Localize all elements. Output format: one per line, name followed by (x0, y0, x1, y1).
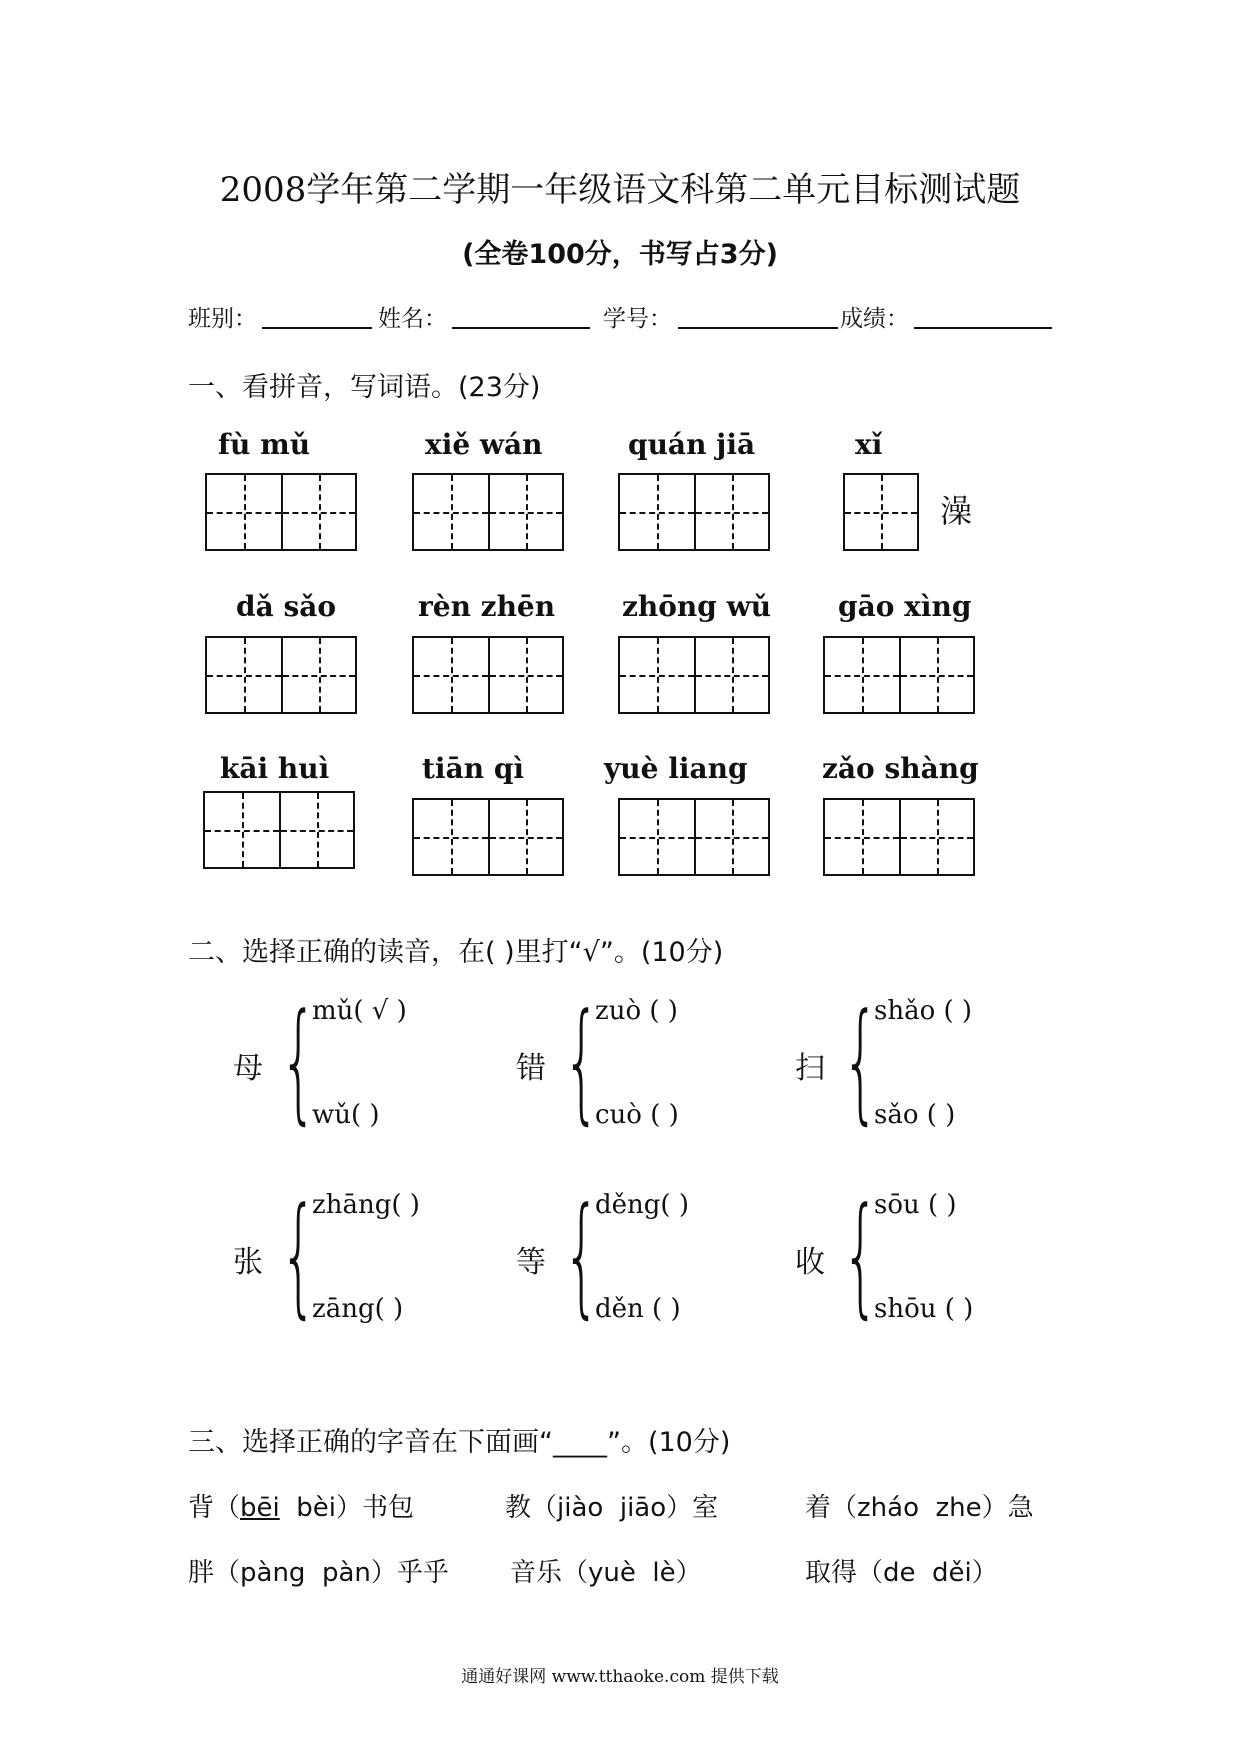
writing-grid[interactable] (618, 473, 770, 551)
writing-grid[interactable] (823, 636, 975, 714)
pinyin-choice[interactable]: bēi (240, 1493, 280, 1523)
pinyin-label: xiě wán (425, 428, 543, 461)
score-label: 成绩： (840, 306, 909, 332)
brace-icon: { (563, 1179, 601, 1331)
choice-item: 胖（pàng pàn）乎乎 (188, 1558, 449, 1588)
pinyin-label: yuè liang (604, 752, 748, 785)
pinyin-choice[interactable]: lè (652, 1558, 676, 1588)
section2-heading: 二、选择正确的读音，在( )里打“√”。(10分) (188, 937, 724, 968)
choice-item: 着（zháo zhe）急 (805, 1493, 1034, 1523)
brace-icon: { (563, 985, 601, 1137)
choice-item: 音乐（yuè lè） (510, 1558, 702, 1588)
brace-icon: { (842, 985, 880, 1137)
pinyin-option[interactable]: wǔ( ) (312, 1100, 380, 1130)
pinyin-choice[interactable]: bèi (296, 1493, 337, 1523)
pinyin-label: fù mǔ (218, 428, 311, 461)
pinyin-option[interactable]: sǎo ( ) (874, 1100, 956, 1130)
pinyin-option[interactable]: shǎo ( ) (874, 996, 973, 1026)
writing-grid[interactable] (618, 798, 770, 876)
brace-icon: { (280, 1179, 318, 1331)
writing-grid[interactable] (618, 636, 770, 714)
pinyin-option[interactable]: sōu ( ) (874, 1190, 957, 1220)
score-blank[interactable] (914, 327, 1052, 329)
name-blank[interactable] (452, 327, 590, 329)
pinyin-label: gāo xìng (838, 590, 972, 623)
name-label: 姓名： (378, 306, 447, 332)
section1-heading: 一、看拼音，写词语。(23分) (188, 372, 541, 403)
pinyin-label: zhōng wǔ (622, 590, 772, 623)
pinyin-label: kāi huì (220, 752, 330, 785)
brace-icon: { (280, 985, 318, 1137)
pinyin-option[interactable]: zuò ( ) (595, 996, 678, 1026)
pinyin-choice[interactable]: jiāo (619, 1493, 667, 1523)
pinyin-choice[interactable]: pàng (240, 1558, 306, 1588)
page-subtitle: (全卷100分，书写占3分) (462, 239, 778, 270)
pinyin-label: zǎo shàng (822, 752, 979, 785)
writing-grid[interactable] (205, 473, 357, 551)
pinyin-option[interactable]: děng( ) (595, 1190, 689, 1220)
choice-item: 教（jiào jiāo）室 (505, 1493, 719, 1523)
pinyin-choice[interactable]: yuè (588, 1558, 636, 1588)
given-character: 澡 (940, 492, 973, 530)
writing-grid[interactable] (205, 636, 357, 714)
pinyin-option[interactable]: shōu ( ) (874, 1294, 974, 1324)
pinyin-option[interactable]: cuò ( ) (595, 1100, 679, 1130)
writing-grid[interactable] (412, 636, 564, 714)
pinyin-label: tiān qì (422, 752, 525, 785)
pinyin-label: dǎ sǎo (236, 590, 337, 623)
brace-icon: { (842, 1179, 880, 1331)
choice-item: 取得（de děi） (805, 1558, 998, 1588)
number-blank[interactable] (678, 327, 838, 329)
writing-grid[interactable] (823, 798, 975, 876)
writing-grid[interactable] (412, 798, 564, 876)
choice-character: 等 (516, 1245, 546, 1280)
class-label: 班别： (188, 306, 257, 332)
pinyin-option[interactable]: mǔ( √ ) (312, 996, 407, 1026)
writing-grid[interactable] (203, 791, 355, 869)
choice-character: 扫 (795, 1051, 825, 1086)
writing-grid[interactable] (843, 473, 919, 551)
pinyin-choice[interactable]: děi (932, 1558, 972, 1588)
choice-item: 背（bēi bèi）书包 (188, 1493, 415, 1523)
page-title: 2008学年第二学期一年级语文科第二单元目标测试题 (219, 170, 1021, 210)
choice-character: 错 (516, 1051, 546, 1086)
footer-credit: 通通好课网 www.tthaoke.com 提供下载 (461, 1667, 779, 1687)
pinyin-option[interactable]: zāng( ) (312, 1294, 404, 1324)
pinyin-choice[interactable]: jiào (557, 1493, 604, 1523)
pinyin-option[interactable]: děn ( ) (595, 1294, 681, 1324)
writing-grid[interactable] (412, 473, 564, 551)
pinyin-option[interactable]: zhāng( ) (312, 1190, 420, 1220)
choice-character: 母 (233, 1051, 263, 1086)
pinyin-choice[interactable]: pàn (321, 1558, 371, 1588)
pinyin-label: rèn zhēn (418, 590, 556, 623)
pinyin-label: quán jiā (628, 428, 756, 461)
pinyin-choice[interactable]: de (883, 1558, 916, 1588)
pinyin-choice[interactable]: zhe (935, 1493, 982, 1523)
section3-heading: 三、选择正确的字音在下面画“____”。(10分) (188, 1427, 731, 1458)
number-label: 学号： (603, 306, 672, 332)
pinyin-label: xǐ (855, 428, 883, 461)
choice-character: 张 (233, 1245, 263, 1280)
class-blank[interactable] (262, 327, 372, 329)
choice-character: 收 (795, 1245, 825, 1280)
pinyin-choice[interactable]: zháo (857, 1493, 919, 1523)
